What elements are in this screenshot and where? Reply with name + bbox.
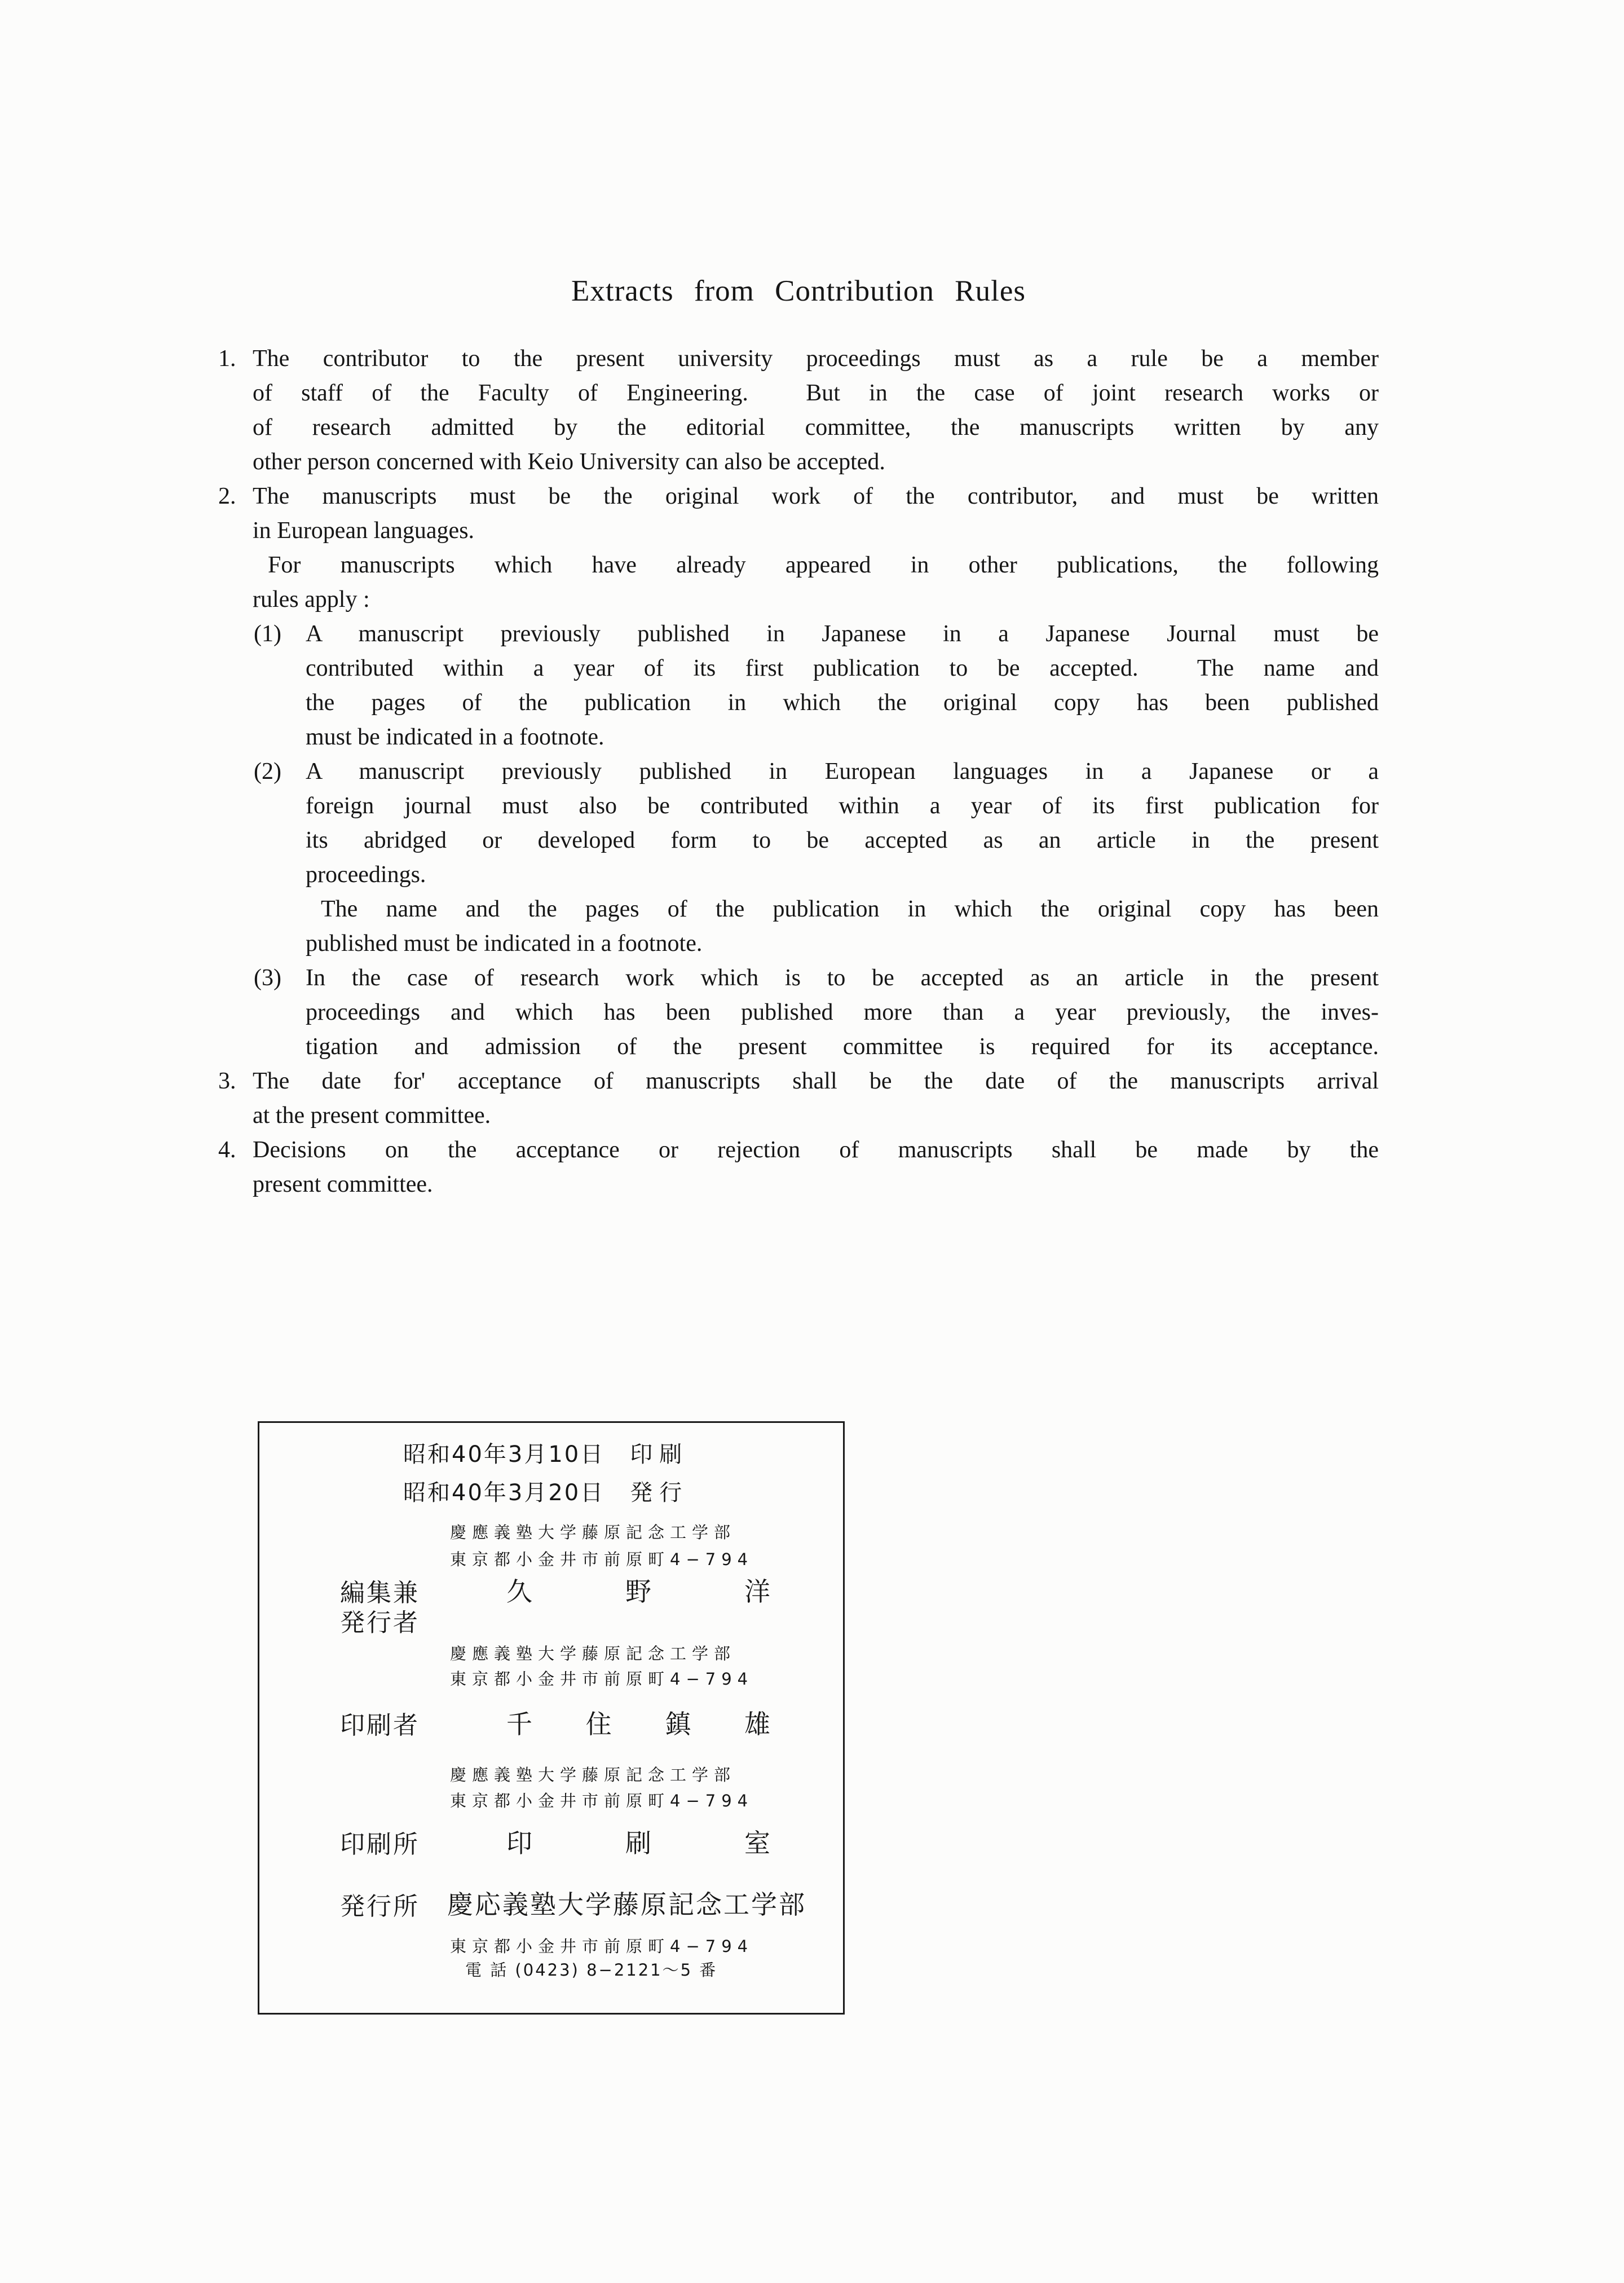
printing-office-address: 東京都小金井市前原町4−794: [450, 1791, 754, 1810]
publisher-phone: 電 話 (0423) 8−2121〜5 番: [465, 1960, 718, 1980]
sub-rule-3: [254, 961, 1379, 1064]
printer-label: 印刷者: [340, 1711, 420, 1740]
document-title: Extracts from Contribution Rules: [571, 275, 1026, 307]
text-line: The name and the pages of the publication in which the original copy has been: [321, 896, 1379, 922]
editor-label-line1: 編集兼: [340, 1579, 420, 1607]
text-line: The manuscripts must be the original work of the contributor, and must be written: [253, 483, 1379, 509]
text-line: of staff of the Faculty of Engineering. But in the case of joint research works or: [253, 380, 1379, 406]
rule-body: [253, 1133, 1379, 1202]
published-label: 発行: [630, 1480, 689, 1506]
printing-office-affiliation: 慶應義塾大学藤原記念工学部: [450, 1765, 736, 1784]
printer-affiliation: 慶應義塾大学藤原記念工学部: [450, 1644, 736, 1663]
text-line: present committee.: [253, 1171, 433, 1197]
text-line: the pages of the publication in which the original copy has been published: [306, 690, 1379, 716]
printing-office-label: 印刷所: [340, 1830, 420, 1859]
text-line: rules apply :: [253, 587, 370, 612]
printing-office-name-char: 室: [744, 1828, 770, 1858]
sub-rule-2: [254, 755, 1379, 961]
published-date: 昭和40年3月20日: [403, 1480, 605, 1506]
printer-name: [506, 1704, 770, 1741]
printer-address: 東京都小金井市前原町4−794: [450, 1669, 754, 1689]
text-line: proceedings and which has been published more than a year previously, the inves-: [306, 999, 1379, 1025]
publisher-label: 発行所: [340, 1892, 420, 1921]
text-line: contributed within a year of its first publication to be accepted. The name and: [306, 655, 1379, 681]
text-line: in European languages.: [253, 518, 475, 544]
printing-office-name-char: 刷: [625, 1828, 651, 1858]
printer-name-char: 鎮: [665, 1709, 691, 1739]
printer-name-char: 千: [506, 1709, 532, 1739]
sub-rule-number: (2): [254, 759, 281, 784]
rule-body: [253, 1064, 1379, 1133]
printer-name-char: 雄: [744, 1709, 770, 1739]
text-line: A manuscript previously published in European languages in a Japanese or a: [306, 759, 1379, 784]
printed-label: 印刷: [630, 1442, 689, 1467]
rule-number: 4.: [218, 1137, 236, 1163]
sub-rule-body: [306, 755, 1379, 961]
printing-office-name-char: 印: [506, 1828, 532, 1858]
rule-item-4: [218, 1133, 1379, 1202]
text-line: tigation and admission of the present committee is required for its acceptance.: [306, 1034, 1379, 1060]
rule-number: 2.: [218, 483, 236, 509]
rule-item-3: [218, 1064, 1379, 1133]
publisher-name: 慶応義塾大学藤原記念工学部: [447, 1889, 806, 1920]
text-line: A manuscript previously published in Japanese in a Japanese Journal must be: [306, 621, 1379, 647]
editor-affiliation: 慶應義塾大学藤原記念工学部: [450, 1523, 736, 1542]
text-line: of research admitted by the editorial committee, the manuscripts written by any: [253, 415, 1379, 440]
sub-rule-body: [306, 617, 1379, 755]
editor-name: [506, 1571, 770, 1608]
editor-name-char: 野: [625, 1576, 651, 1607]
text-line: other person concerned with Keio University can also be accepted.: [253, 449, 885, 475]
text-line: The date for' acceptance of manuscripts shall be the date of the manuscripts arrival: [253, 1068, 1379, 1094]
text-line: In the case of research work which is to be accepted as an article in the present: [306, 965, 1379, 991]
text-line: its abridged or developed form to be accepted as an article in the present: [306, 827, 1379, 853]
rule-item-1: [218, 342, 1379, 479]
editor-address: 東京都小金井市前原町4−794: [450, 1550, 754, 1569]
rule-number: 3.: [218, 1068, 236, 1094]
published-date-row: [403, 1475, 689, 1507]
text-line: proceedings.: [306, 862, 426, 888]
editor-name-char: 洋: [744, 1576, 770, 1607]
rule-item-2: [218, 479, 1379, 1064]
text-line: For manuscripts which have already appeared in other publications, the following: [268, 552, 1379, 578]
editor-name-char: 久: [506, 1576, 532, 1607]
text-line: The contributor to the present university proceedings must as a rule be a member: [253, 346, 1379, 372]
printing-office-name: [506, 1823, 770, 1860]
text-line: must be indicated in a footnote.: [306, 724, 604, 750]
colophon-box: [258, 1421, 845, 2015]
printed-date-row: [403, 1436, 689, 1469]
rule-body: [253, 342, 1379, 479]
text-line: published must be indicated in a footnote.: [306, 931, 703, 957]
editor-label-line2: 発行者: [340, 1608, 420, 1637]
text-line: at the present committee.: [253, 1103, 491, 1129]
text-line: Decisions on the acceptance or rejection of manuscripts shall be made by the: [253, 1137, 1379, 1163]
sub-rule-1: [254, 617, 1379, 755]
printer-name-char: 住: [585, 1709, 612, 1739]
printed-date: 昭和40年3月10日: [403, 1442, 605, 1467]
rule-number: 1.: [218, 346, 236, 372]
publisher-address: 東京都小金井市前原町4−794: [450, 1937, 754, 1956]
sub-rule-number: (1): [254, 621, 281, 647]
text-line: foreign journal must also be contributed within a year of its first publication for: [306, 793, 1379, 819]
rule-body: [253, 479, 1379, 1064]
sub-rule-body: [306, 961, 1379, 1064]
sub-rule-number: (3): [254, 965, 281, 991]
contribution-rules-list: [218, 342, 1379, 1202]
